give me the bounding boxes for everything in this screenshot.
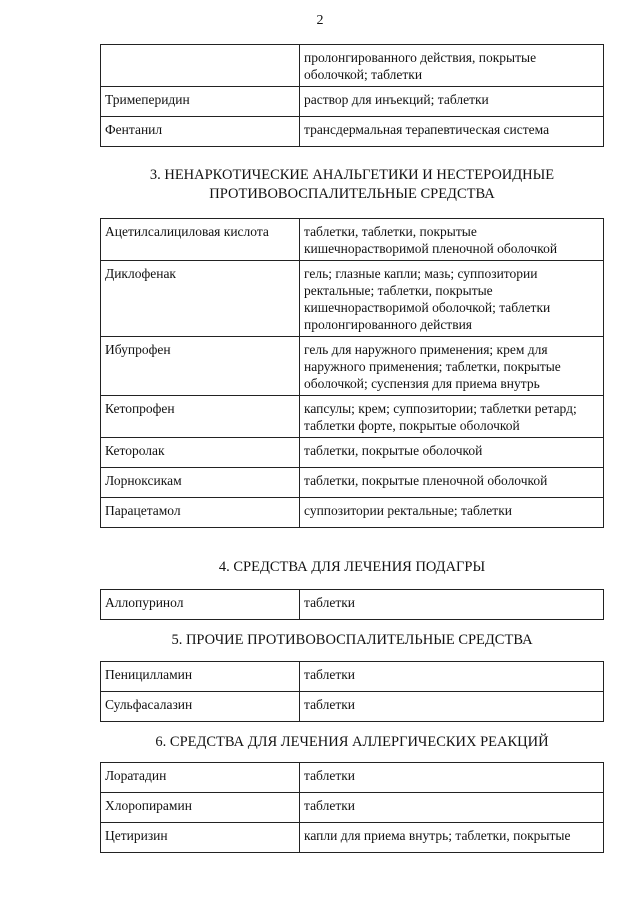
dosage-forms-cell: таблетки, покрытые пленочной оболочкой — [300, 468, 604, 498]
section-heading-line: 3. НЕНАРКОТИЧЕСКИЕ АНАЛЬГЕТИКИ И НЕСТЕРОИДНЫЕ — [149, 167, 555, 183]
dosage-forms-cell: суппозитории ректальные; таблетки — [300, 498, 604, 528]
drug-name-cell: Тримеперидин — [101, 87, 300, 117]
table-row — [101, 823, 604, 853]
dosage-forms-cell: таблетки — [300, 692, 604, 722]
section-heading-5 — [100, 631, 604, 650]
dosage-forms-cell: таблетки, покрытые оболочкой — [300, 438, 604, 468]
table-row — [101, 793, 604, 823]
dosage-forms-cell: пролонгированного действия, покрытые оболочкой; таблетки — [300, 45, 604, 87]
table-row — [101, 438, 604, 468]
section-heading-3 — [100, 166, 604, 204]
dosage-forms-cell: таблетки — [300, 662, 604, 692]
section-heading-line: 6. СРЕДСТВА ДЛЯ ЛЕЧЕНИЯ АЛЛЕРГИЧЕСКИХ РЕАКЦИЙ — [155, 734, 549, 750]
dosage-forms-cell: капсулы; крем; суппозитории; таблетки ретард; таблетки форте, покрытые оболочкой — [300, 396, 604, 438]
drug-name-cell: Кеторолак — [101, 438, 300, 468]
table-row — [101, 692, 604, 722]
drug-name-cell: Хлоропирамин — [101, 793, 300, 823]
drug-name-cell: Ацетилсалициловая кислота — [101, 219, 300, 261]
section-heading-line: 5. ПРОЧИЕ ПРОТИВОВОСПАЛИТЕЛЬНЫЕ СРЕДСТВА — [171, 632, 533, 648]
table-row — [101, 45, 604, 87]
drug-name-cell: Аллопуринол — [101, 590, 300, 620]
dosage-forms-cell: таблетки — [300, 763, 604, 793]
drug-name-cell: Ибупрофен — [101, 337, 300, 396]
table-row — [101, 261, 604, 337]
drug-name-cell: Фентанил — [101, 117, 300, 147]
drug-table-section-3 — [100, 218, 604, 528]
dosage-forms-cell: таблетки — [300, 590, 604, 620]
dosage-forms-cell: таблетки, таблетки, покрытые кишечнорастворимой пленочной оболочкой — [300, 219, 604, 261]
table-row — [101, 590, 604, 620]
section-heading-line: ПРОТИВОВОСПАЛИТЕЛЬНЫЕ СРЕДСТВА — [209, 186, 495, 202]
table-row — [101, 468, 604, 498]
dosage-forms-cell: трансдермальная терапевтическая система — [300, 117, 604, 147]
drug-table-section-6 — [100, 762, 604, 853]
drug-table-section-4 — [100, 589, 604, 620]
dosage-forms-cell: гель; глазные капли; мазь; суппозитории ректальные; таблетки, покрытые кишечнорастворимой оболочкой; таблетки пролонгированного действия — [300, 261, 604, 337]
drug-table-continuation — [100, 44, 604, 147]
drug-name-cell: Кетопрофен — [101, 396, 300, 438]
drug-name-cell: Сульфасалазин — [101, 692, 300, 722]
drug-name-cell: Лоратадин — [101, 763, 300, 793]
drug-name-cell: Лорноксикам — [101, 468, 300, 498]
table-row — [101, 662, 604, 692]
dosage-forms-cell: таблетки — [300, 793, 604, 823]
section-heading-4 — [100, 558, 604, 577]
table-row — [101, 117, 604, 147]
section-heading-line: 4. СРЕДСТВА ДЛЯ ЛЕЧЕНИЯ ПОДАГРЫ — [218, 559, 486, 575]
section-heading-6 — [100, 733, 604, 752]
table-row — [101, 498, 604, 528]
dosage-forms-cell: гель для наружного применения; крем для наружного применения; таблетки, покрытые оболочкой; суспензия для приема внутрь — [300, 337, 604, 396]
dosage-forms-cell: капли для приема внутрь; таблетки, покрытые — [300, 823, 604, 853]
page-number: 2 — [316, 13, 324, 28]
drug-table-section-5 — [100, 661, 604, 722]
dosage-forms-cell: раствор для инъекций; таблетки — [300, 87, 604, 117]
table-row — [101, 396, 604, 438]
drug-name-cell — [101, 45, 300, 87]
table-row — [101, 219, 604, 261]
drug-name-cell: Цетиризин — [101, 823, 300, 853]
drug-name-cell: Пеницилламин — [101, 662, 300, 692]
table-row — [101, 87, 604, 117]
drug-name-cell: Диклофенак — [101, 261, 300, 337]
table-row — [101, 763, 604, 793]
table-row — [101, 337, 604, 396]
drug-name-cell: Парацетамол — [101, 498, 300, 528]
